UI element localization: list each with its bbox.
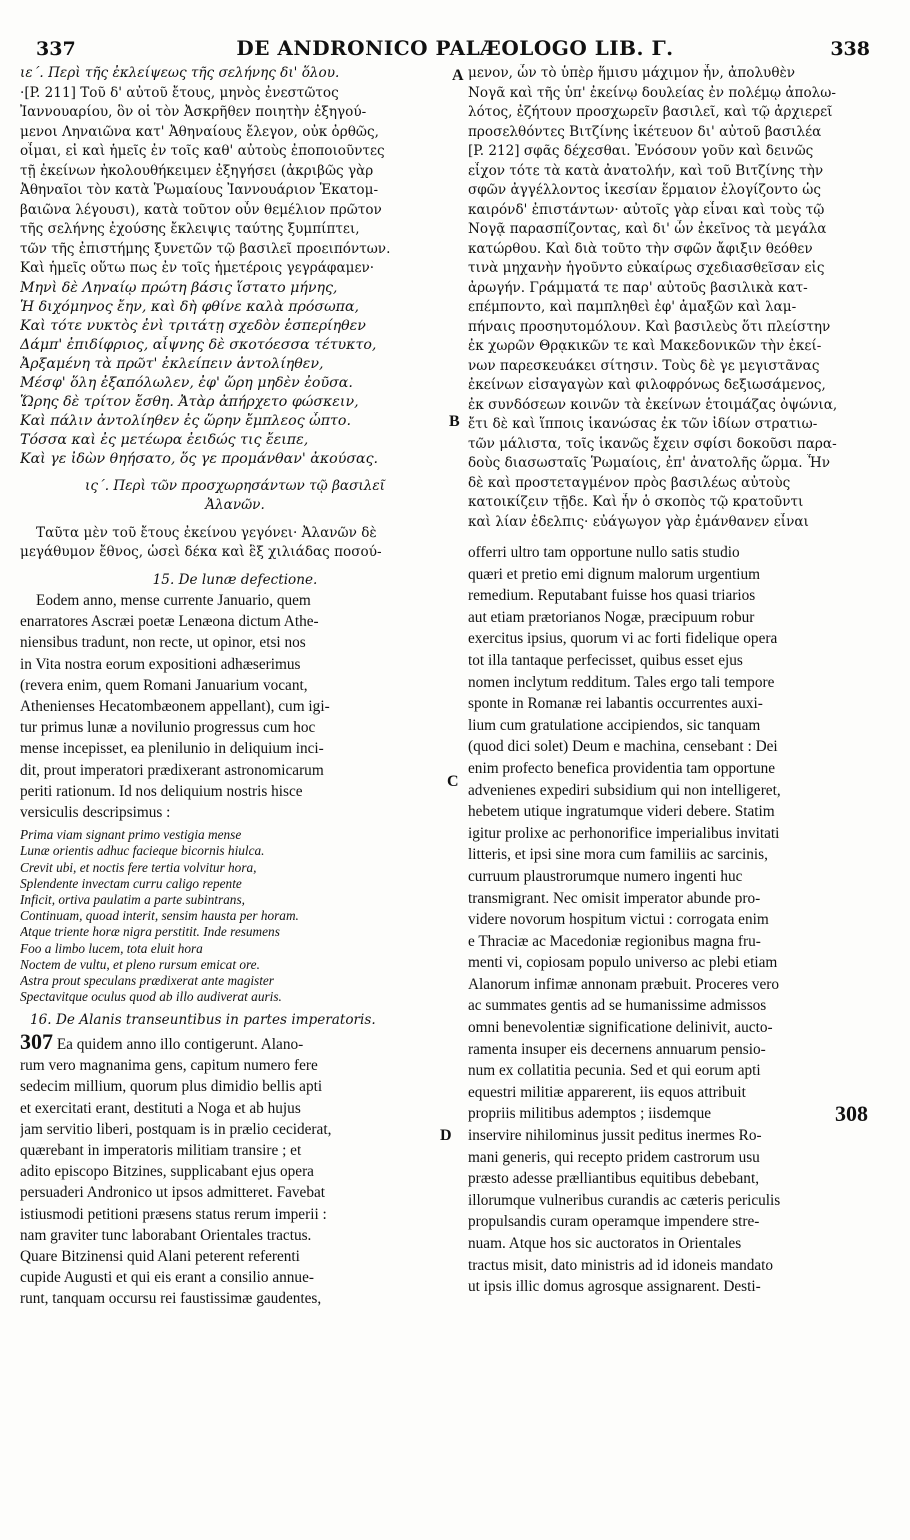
margin-letter-c: C [447,773,459,790]
greek-section-heading-2-cont: Ἀλανῶν. [205,497,265,513]
greek-line: σφῶν ἀγγέλλοντος ἱκεσίαν ἕρμαιον ἐλογίζοντο ὡς [468,182,821,198]
latin-line: periti rationum. Id nos deliquium nostris hisce [20,782,303,800]
margin-letter-b: B [449,413,460,430]
greek-line: μενον, ὧν τὸ ὑπὲρ ἥμισυ μάχιμον ἦν, ἀπολυθὲν [468,65,796,81]
latin-line: ut ipsis illic domus agrosque assignarent. Desti- [468,1278,761,1296]
greek-line: Νογᾷ παρασπίζοντας, καὶ δι' ὧν ἐκεῖνος τὰ μεγάλα [468,221,827,237]
latin-line: num ex collatitia pecunia. Sed et qui eorum apti [468,1062,761,1080]
latin-line: Alanorum infimæ annonam præbuit. Proceres vero [468,975,779,993]
latin-line: igitur prolixe ac perhonorifice imperialibus invitati [468,824,780,842]
latin-verse-line: Lunæ orientis adhuc facieque bicornis hiulca. [20,843,265,859]
latin-line: nam graviter tunc laborabant Orientales tractus. [20,1226,312,1244]
latin-line: ramenta insuper eis decernens annuarum pensio- [468,1040,766,1058]
latin-line: illorumque vulneribus curandis ac cæteris periculis [468,1191,781,1209]
greek-line: καιρόνδ' ἐπιστάντων· αὐτοῖς γὰρ εἶναι καὶ τοὺς τῷ [468,201,825,218]
latin-verse-line: Continuam, quoad interit, sensim hausta per horam. [20,908,299,924]
latin-section-heading-2: 16. De Alanis transeuntibus in partes imperatoris. [30,1012,376,1029]
latin-line: in Vita nostra eorum expositioni adhæserimus [20,655,301,673]
greek-verse-line: Καὶ τότε νυκτὸς ἐνὶ τριτάτῃ σχεδὸν ἑσπερίηθεν [20,317,366,334]
greek-line: [P. 212] σφᾶς δέχεσθαι. Ἐνόσουν γοῦν καὶ δεινῶς [468,143,814,159]
latin-verse-line: Foo a limbo lucem, tota eluit hora [20,940,203,956]
latin-line: sedecim millium, quorum plus dimidio bellis apti [20,1078,323,1096]
latin-line: rum vero magnanima gens, capitum numero fere [20,1057,318,1075]
latin-line: exercitus ipsius, quorum vi ac forti fidelique opera [468,630,778,648]
latin-line: enarratores Ascræi poetæ Lenæona dictum Athe- [20,613,319,631]
latin-verse-line: Splendente invectam curru caligo repente [20,875,242,891]
greek-line: τῆς σελήνης ἐχούσης ἔκλειψις ταύτης ξυμπίπτει, [20,221,360,237]
latin-paragraph-right [468,542,896,1298]
latin-line: curruum plaustrorumque numero ingenti huc [468,867,743,885]
greek-line: μενοι Ληναιῶνα κατ' Ἀθηναίους ἔλεγον, οὐκ ὀρθῶς, [20,123,379,140]
greek-line: Ἀθηναῖοι τὸν κατὰ Ῥωμαίους Ἰαννουάριον Ἑκατομ- [20,182,379,198]
latin-line: omni benevolentiæ significatione delinivit, aucto- [468,1019,773,1037]
latin-line: advenienes expediri subsidium qui non intelligeret, [468,781,781,799]
latin-line: remedium. Reputabant fuisse hos quasi triarios [468,587,756,605]
latin-line: Athenienses Hecatombæonem appellant), cum igi- [20,698,330,716]
greek-paragraph-right [468,64,896,532]
latin-line: offerri ultro tam opportune nullo satis studio [468,544,740,561]
greek-verse-line: Μηνὶ δὲ Ληναίῳ πρώτη βάσις ἵστατο μήνης, [20,279,338,296]
greek-line: τῶν μάλιστα, τοῖς ἱκανῶς ἔχειν σφίσι δοκοῦσι παρα- [468,435,837,452]
latin-verse-line: Crevit ubi, et noctis fere tertia volvitur hora, [20,859,257,875]
latin-verse-line: Prima viam signant primo vestigia mense [20,827,242,843]
greek-verse-line: Δάμπ' ἐπιδίφριος, αἶψνης δὲ σκοτόεσσα τέτυκτο, [20,336,377,353]
page-mark-307: 307 [20,1030,53,1054]
greek-line: τῇ ἐκείνων ἠκολουθήκειμεν ἐξηγήσει (ἀκριβῶς γὰρ [20,162,374,179]
latin-verse-line: Inficit, ortiva paulatim a parte subintrans, [20,892,245,908]
latin-line: transmigrant. Nec omisit imperator abunde pro- [468,889,761,907]
greek-line: Ἰαννουαρίου, ὃν οἱ τὸν Ἀσκρῆθεν ποιητὴν ἐξηγού- [20,104,367,120]
latin-line: menti vi, copiosam populo universo ac plebi etiam [468,954,778,972]
latin-line: (quod dici solet) Deum e machina, censebant : Dei [468,738,778,756]
latin-line: istiusmodi petitioni præsens status rerum imperii : [20,1205,327,1223]
greek-line: κατώρθου. Καὶ διὰ τοῦτο τὴν σφῶν ἄφιξιν θεόθεν [468,240,813,257]
right-column [468,64,896,1298]
latin-section-heading: 15. De lunæ defectione. [152,571,318,588]
latin-line: propriis militibus ademptos ; iisdemque [468,1105,712,1123]
greek-verse-line: Ὥρης δὲ τρίτον ἔσθη. Ἀτὰρ ἀπήρχετο φώσκειν, [20,393,359,410]
latin-line: quæri et pretio emi dignum malorum urgentium [468,565,761,583]
latin-line: quærebant in imperatoris militiam transire ; et [20,1141,302,1159]
greek-line: λότος, ἐζήτουν προσχωρεῖν βασιλεῖ, καὶ τῷ ἀρχιερεῖ [468,104,833,120]
latin-paragraph-2 [20,1031,450,1310]
latin-paragraph [20,590,450,823]
greek-line: τινὰ μηχανὴν ἡγοῦντο εὐκαίρως σχεδιασθεῖσαν εἰς [468,260,825,276]
left-page-number: 337 [36,38,76,60]
greek-line: ·[P. 211] Τοῦ δ' αὐτοῦ ἔτους, μηνὸς ἐνεστῶτος [20,84,339,101]
greek-verse-line: Καὶ γε ἰδὼν θηήσατο, ὅς γε προμάνθαν' ἀκούσας. [20,450,379,467]
latin-line: Ea quidem anno illo contigerunt. Alano- [56,1035,304,1053]
latin-verse-line: Atque triente horæ nigra perstitit. Inde resumens [20,924,280,940]
greek-paragraph [20,84,450,279]
greek-line: δοὺς διασωσταῖς Ῥωμαίοις, ἐπ' ἀνατολῆς ὥρμα. Ἦν [468,455,831,471]
latin-line: sponte in Romanæ rei labantis occurrentes auxi- [468,695,763,713]
greek-line: κατοικίζειν τῇδε. Καὶ ἦν ὁ σκοπὸς τῷ κρατοῦντι [468,494,804,510]
greek-line: ἔτι δὲ καὶ ἵπποις ἱκανώσας ἐκ τῶν ἰδίων στρατιω- [468,416,818,432]
latin-line: lium cum gratulatione accipiendos, sic tanquam [468,716,761,734]
greek-line: προσελθόντες Βιτζίνης ἱκέτευον δι' αὐτοῦ βασιλέα [468,123,822,140]
greek-line: ἐκ συνδόσεων κοινῶν τὰ ἐκείνων ἑτοιμάζας ὀψώνια, [468,396,838,413]
greek-section-heading-2: ις΄. Περὶ τῶν προσχωρησάντων τῷ βασιλεῖ [85,477,385,494]
latin-line: inservire nihilominus jussit peditus inermes Ro- [468,1127,762,1145]
latin-line: (revera enim, quem Romani Januarium vocant, [20,676,308,694]
greek-line: ἐκ χωρῶν Θρᾳκικῶν τε καὶ Μακεδονικῶν τὴν ἐκεί- [468,338,822,354]
greek-line: τῶν τῆς ἐπιστήμης ξυνετῶν τῷ βασιλεῖ προειπόντων. [20,240,391,257]
latin-verse-line: Astra prout speculans prædixerat ante magister [20,973,274,989]
latin-line: runt, tanquam occursu rei faustissimæ gaudentes, [20,1290,322,1308]
latin-line: dit, prout imperatori prædixerant astronomicarum [20,761,324,779]
greek-verse-line: Καὶ πάλιν ἀντολίηθεν ἐς ὥρην ἔμπλεος ὦπτο. [20,412,351,429]
latin-line: hebetem utique ingratumque videri debere. Statim [468,803,775,821]
latin-verse [20,827,450,1005]
greek-verse-line: Ἡ διχόμηνος ἔην, καὶ δὴ φθίνε καλὰ πρόσωπα, [20,298,360,315]
latin-verse-line: Spectavitque oculus quod ab illo audiverat auris. [20,989,282,1005]
running-head: DE ANDRONICO PALÆOLOGO LIB. Γ. [236,36,674,60]
latin-line: tractus misit, dato ministris ad id idoneis mandato [468,1256,774,1274]
latin-line: aut etiam prætorianos Nogæ, præcipuum robur [468,608,755,626]
greek-line: μεγάθυμον ἔθνος, ὡσεὶ δέκα καὶ ἓξ χιλιάδας ποσού- [20,544,382,560]
latin-line: nomen inclytum redditum. Tales ergo tali tempore [468,673,775,691]
latin-line: e Thraciæ ac Macedoniæ regionibus magna fru- [468,932,761,950]
latin-line: persuaderi Andronico ut ipsos admitteret. Favebat [20,1184,326,1202]
latin-line: adito episcopo Bitzines, supplicabant ejus opera [20,1163,314,1181]
latin-verse-line: Noctem de vultu, et pleno rursum emicat ore. [20,956,260,972]
greek-line: ἐκείνων εἰσαγαγὼν καὶ φιλοφρόνως δεξιωσάμενος, [468,377,826,393]
greek-line: Καὶ ἡμεῖς οὕτω πως ἐν τοῖς ἡμετέροις γεγράφαμεν· [20,260,375,276]
greek-line: οἶμαι, εἰ καὶ ἡμεῖς ἐν τοῖς καθ' αὐτοὺς ἐποποιοῦντες [20,143,385,159]
greek-line: ἀρωγήν. Γράμματά τε παρ' αὐτοῦς βασιλικὰ κατ- [468,279,808,296]
greek-section-heading: ιε΄. Περὶ τῆς ἐκλείψεως τῆς σελήνης δι' ὅλου. [20,65,340,81]
latin-line: niensibus tradunt, non recte, ut opinor, etsi nos [20,634,306,652]
greek-line: βαιῶνα λέγουσι), κατὰ τοῦτον οὖν θεμέλιον πρῶτον [20,201,382,218]
greek-line: Ταῦτα μὲν τοῦ ἔτους ἐκείνου γεγόνει· Ἀλανῶν δὲ [36,524,377,541]
latin-line: versiculis descripsimus : [20,804,171,822]
greek-line: πήναις προσηυτομόλουν. Καὶ βασιλεὺς ὅτι πλείστην [468,318,831,335]
latin-line: Quare Bitzinensi quid Alani peterent referenti [20,1248,300,1265]
latin-line: præsto adesse prælliantibus equitibus debebant, [468,1170,760,1188]
latin-line: cupide Augusti et qui eis erant a consilio annue- [20,1269,314,1287]
latin-line: mense incepisset, ea plenilunio in deliquium inci- [20,740,324,758]
margin-letter-a: A [452,67,464,84]
latin-line: mani generis, qui recepto pridem castrorum usu [468,1148,760,1166]
page-mark-308: 308 [835,1103,868,1126]
latin-line: litteris, et ipsi sine mora cum familiis ac sarcinis, [468,846,768,864]
greek-line: δὲ καὶ προστεταγμένον πρὸς βασιλέως αὐτοὺς [468,474,791,491]
greek-line: εἶχον τότε τὰ κατὰ ἀνατολήν, καὶ τοῦ Βιτζίνης τὴν [468,162,824,179]
latin-line: equestri militiæ apparerent, iis equos attribuit [468,1083,746,1101]
latin-line: enim profecto benefica providentia tam opportune [468,759,776,777]
greek-line: επέμποντο, καὶ παμπληθεὶ ἐφ' ἁμαξῶν καὶ λαμ- [468,299,797,315]
latin-line: Eodem anno, mense currente Januario, quem [36,592,311,609]
latin-line: propulsandis curam operamque impendere stre- [468,1213,760,1231]
greek-verse-line: Μέσφ' ὅλη ἐξαπόλωλεν, ἐφ' ὥρη μηδὲν ἐοῦσα. [20,374,353,391]
greek-line: νων παρεσκευάκει σίτησιν. Τοὺς δὲ γε μεγιστᾶνας [468,357,820,374]
latin-line: et exercitati erant, destituti a Noga et ab hujus [20,1099,301,1117]
left-column [20,64,450,1310]
latin-line: nuam. Atque hos sic auctoratos in Orientales [468,1235,742,1252]
greek-line: Νογᾶ καὶ τῆς ὑπ' ἐκείνῳ δουλείας ἐν πολέμῳ ἀπολω- [468,84,836,101]
right-page-number: 338 [830,38,870,60]
greek-verse-line: Ἀρξαμένη τὰ πρῶτ' ἐκλείπειν ἀντολίηθεν, [20,355,324,372]
latin-line: ac summates gentis ad se humanissime admissos [468,997,767,1015]
greek-verse [20,279,450,469]
greek-line: καὶ λίαν ἐδελπις· εὐάγωγον γὰρ ἐμάνθανεν εἶναι [468,513,809,530]
latin-line: videre novorum hospitum victui : corrogata enim [468,911,769,929]
latin-line: jam servitio liberi, postquam is in prælio ceciderat, [20,1120,332,1138]
latin-line: tot illa tantaque perfecisset, quibus esset ejus [468,651,743,669]
greek-verse-line: Τόσσα καὶ ἐς μετέωρα ἐειδώς τις ἔειπε, [20,431,309,448]
margin-letter-d: D [440,1127,452,1144]
latin-line: tur primus lunæ a novilunio progressus cum hoc [20,719,316,737]
